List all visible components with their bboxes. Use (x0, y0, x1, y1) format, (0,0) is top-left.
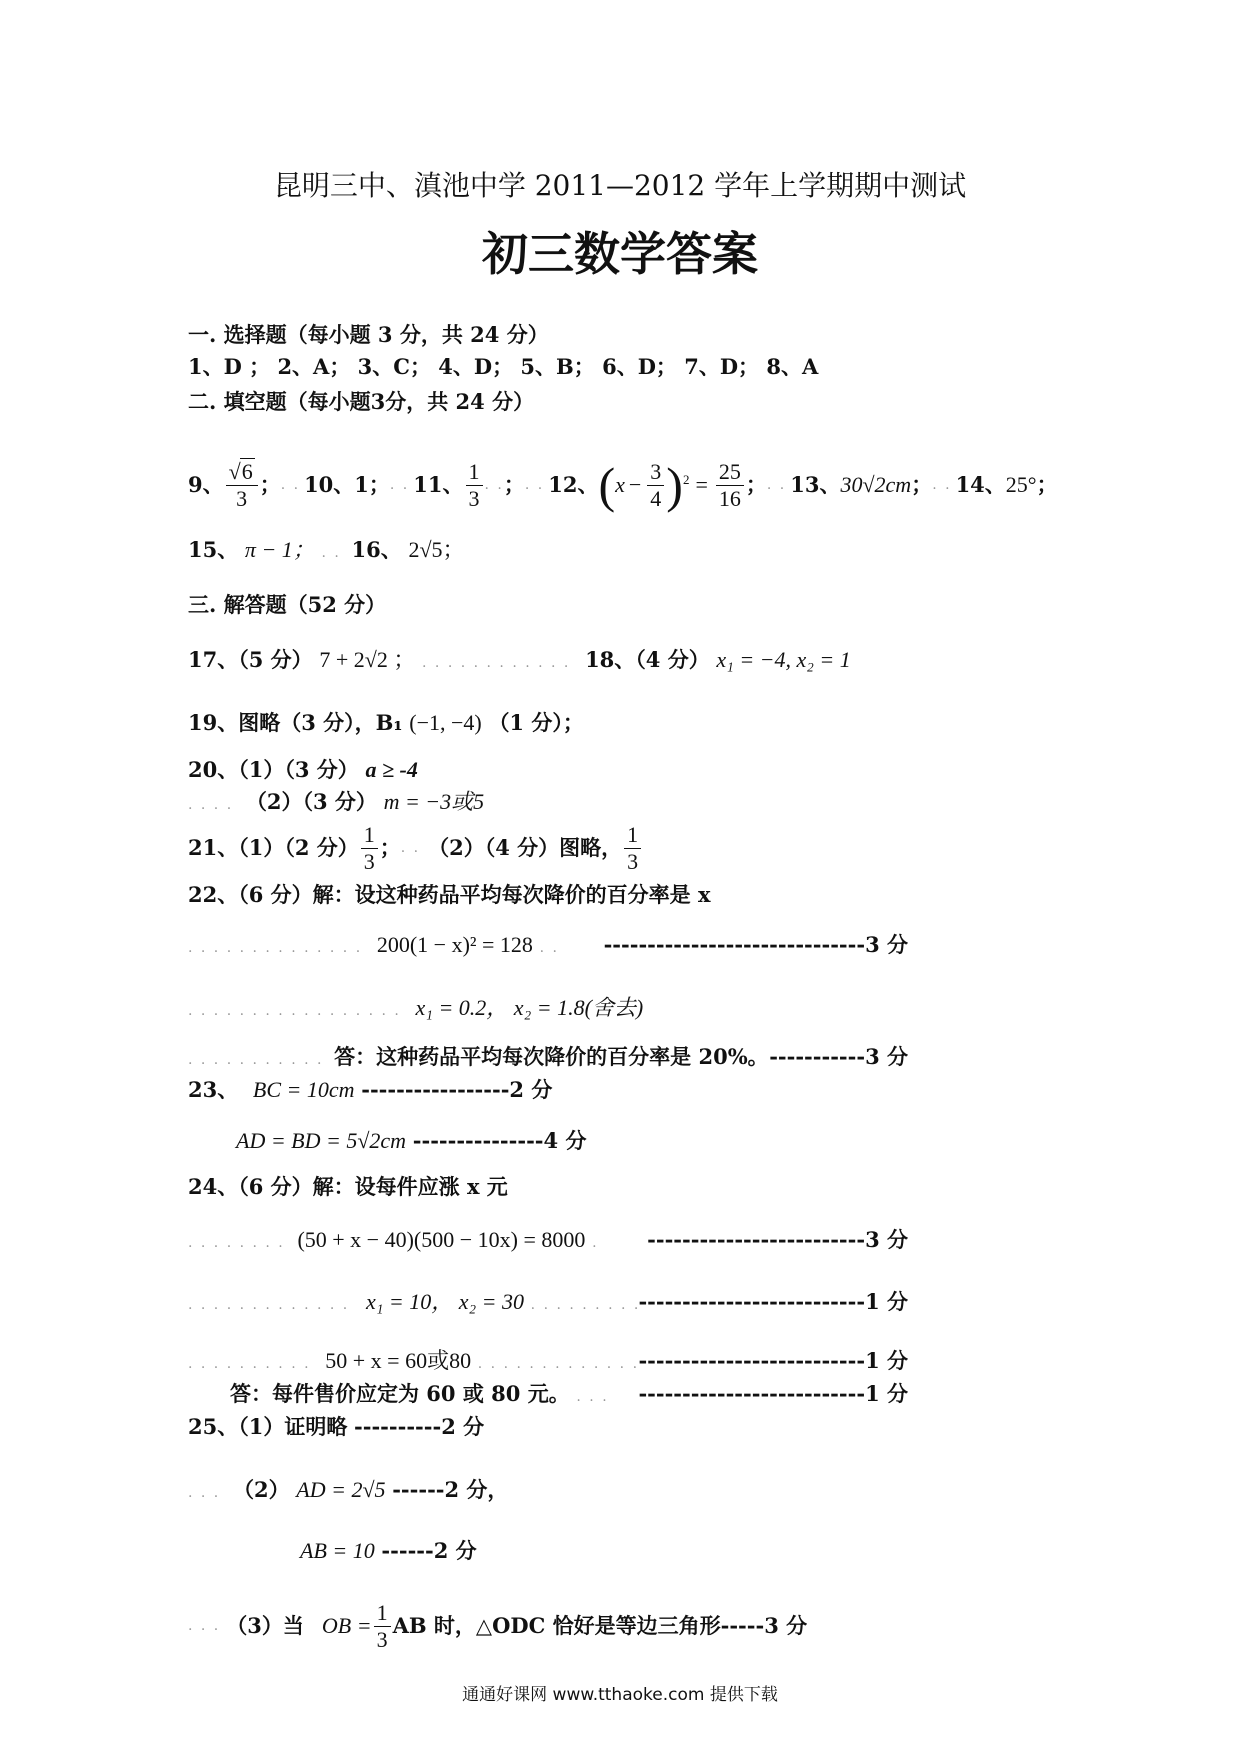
q25c-row: AB = 10 ------2 分 (300, 1538, 477, 1563)
q20a-label: 20、（1）（3 分） (188, 757, 359, 782)
q22-solution-row: . . . . . . . . . . . . . . . . . x₁ = 0.2， x₂ = 1.8(舍去) (188, 995, 644, 1020)
q20b-label: （2）（3 分） (245, 789, 377, 814)
q17-label: 17、（5 分） (188, 647, 313, 672)
q16-answer: 2√5； (408, 537, 465, 562)
q22-answer-row: . . . . . . . . . . . 答：这种药品平均每次降价的百分率是 20%。 -----------3 分 (188, 1044, 908, 1069)
q20a-answer: a ≥ -4 (365, 757, 418, 782)
q22-equation: 200(1 − x)² = 128 (376, 932, 533, 957)
q15-answer: π − 1； (244, 537, 315, 562)
q22-solution: x₁ = 0.2， x₂ = 1.8(舍去) (415, 995, 644, 1020)
q19-label: 19、图略（3 分），B₁ (188, 710, 403, 735)
q21b-label: （2）（4 分）图略， (428, 835, 623, 860)
section-1-answers: 1、D ； 2、A； 3、C； 4、D； 5、B； 6、D； 7、D； 8、A (188, 354, 819, 379)
q25a-row: 25、（1）证明略 ----------2 分 (188, 1414, 485, 1439)
q24-equation: (50 + x − 40)(500 − 10x) = 8000 (297, 1227, 586, 1252)
fill-answers-row-1: 9、 $\frac{√6}{3}$ ； . . 10、1； . . 11、 $\frac{1}{3}$ . . ； . . 12、 ( x − $\frac{3}{4}$ ) $^2$ = $\frac{25}{16}$ ； . . 13、 30√2cm ； . . 14、 25° ； (188, 457, 1058, 513)
section-3-heading: 三. 解答题（52 分） (188, 592, 387, 617)
q23-eq1: BC = 10cm (252, 1077, 355, 1102)
q24-solution-row: . . . . . . . . . . . . . x₁ = 10， x₂ = 30 . . . . . . . . . --------------------------1 分 (188, 1289, 908, 1314)
fill-answers-row-2: 15、 π − 1； . . 16、 2√5； (188, 537, 465, 562)
q22-answer: 答：这种药品平均每次降价的百分率是 20%。 (334, 1044, 769, 1069)
q14-answer: 25° (1005, 472, 1037, 497)
q12-equation: ( x − $\frac{3}{4}$ ) $^2$ = $\frac{25}{16}$ (598, 459, 745, 512)
q24-solution2-row: . . . . . . . . . . 50 + x = 60或80 . . . . . . . . . . . . . --------------------------1 分 (188, 1348, 908, 1373)
doc-subtitle: 初三数学答案 (482, 227, 758, 281)
q24-equation-row: . . . . . . . . (50 + x − 40)(500 − 10x) = 8000 . -------------------------3 分 (188, 1227, 908, 1252)
q23-row-1: 23、 BC = 10cm -----------------2 分 (188, 1077, 553, 1102)
q21b-fraction: $\frac{1}{3}$ (624, 822, 641, 875)
q24-answer-row: 答：每件售价应定为 60 或 80 元。 . . . --------------------------1 分 (230, 1381, 908, 1406)
q13-answer: 30√2cm (840, 472, 912, 497)
q19-row (188, 708, 584, 738)
q18-label: 18、（4 分） (585, 647, 710, 672)
q11-label: 11、 (413, 472, 464, 497)
q21a-label: 21、（1）（2 分） (188, 835, 359, 860)
q20b-answer: m = −3或5 (383, 789, 485, 814)
q21a-fraction: $\frac{1}{3}$ (361, 822, 378, 875)
q25d-fraction: $\frac{1}{3}$ (374, 1600, 391, 1653)
q14-label: 14、 (955, 472, 1006, 497)
q17-answer: 7 + 2√2 ； (319, 647, 416, 672)
q25d-eq: OB = (321, 1613, 372, 1638)
q22-equation-row: . . . . . . . . . . . . . . 200(1 − x)² = 128 . . ------------------------------3 分 (188, 932, 908, 957)
q25b-row: . . . （2） AD = 2√5 ------2 分， (188, 1477, 509, 1502)
q9-label: 9、 (188, 472, 224, 497)
q19-tail: （1 分）； (488, 710, 584, 735)
q25b-label: （2） (232, 1477, 290, 1502)
q23-eq2: AD = BD = 5√2cm (236, 1128, 407, 1153)
q24-solution2: 50 + x = 60或80 (325, 1348, 472, 1373)
q24-label: 24、（6 分）解：设每件应涨 x 元 (188, 1174, 508, 1199)
q25d-row: . . . （3）当 OB = $\frac{1}{3}$ AB 时，△ODC 恰好是等边三角形 ----- 3 分 (188, 1599, 808, 1652)
q24-answer: 答：每件售价应定为 60 或 80 元。 (230, 1381, 570, 1406)
q23-row-2: AD = BD = 5√2cm ---------------4 分 (236, 1128, 587, 1153)
q23-label: 23、 (188, 1077, 239, 1102)
q12-label: 12、 (548, 472, 599, 497)
section-1-heading: 一. 选择题（每小题 3 分，共 24 分） (188, 322, 549, 347)
q17-q18-row: 17、（5 分） 7 + 2√2 ； . . . . . . . . . . . . 18、（4 分） x₁ = −4, x₂ = 1 (188, 647, 851, 672)
q10-answer: 10、1； (304, 472, 390, 497)
q25a-label: 25、（1）证明略 (188, 1414, 348, 1439)
q22-label: 22、（6 分）解：设这种药品平均每次降价的百分率是 x (188, 882, 711, 907)
q15-label: 15、 (188, 537, 239, 562)
section-2-heading: 二. 填空题（每小题3分，共 24 分） (188, 389, 535, 414)
q25b-eq: AD = 2√5 (296, 1477, 386, 1502)
q24-solution: x₁ = 10， x₂ = 30 (365, 1289, 524, 1314)
q20b-row: . . . . （2）（3 分） m = −3或5 (188, 789, 485, 814)
q25d-tail: AB 时，△ODC 恰好是等边三角形 (392, 1613, 721, 1638)
doc-title: 昆明三中、滇池中学 2011—2012 学年上学期期中测试 (273, 169, 967, 202)
q18-answer: x₁ = −4, x₂ = 1 (716, 647, 851, 672)
q11-fraction: $\frac{1}{3}$ (466, 459, 483, 512)
q21-row: 21、（1）（2 分） $\frac{1}{3}$ ； . . （2）（4 分）图略， $\frac{1}{3}$ (188, 818, 643, 878)
q20a-row (188, 755, 418, 785)
footer-credit: 通通好课网 www.tthaoke.com 提供下载 (462, 1685, 778, 1705)
q16-label: 16、 (351, 537, 402, 562)
q9-fraction: $\frac{√6}{3}$ (226, 459, 258, 512)
q19-point: (−1, −4) (409, 710, 482, 735)
q25d-label: （3）当 (226, 1613, 304, 1638)
q25c-eq: AB = 10 (300, 1538, 375, 1563)
q13-label: 13、 (790, 472, 841, 497)
